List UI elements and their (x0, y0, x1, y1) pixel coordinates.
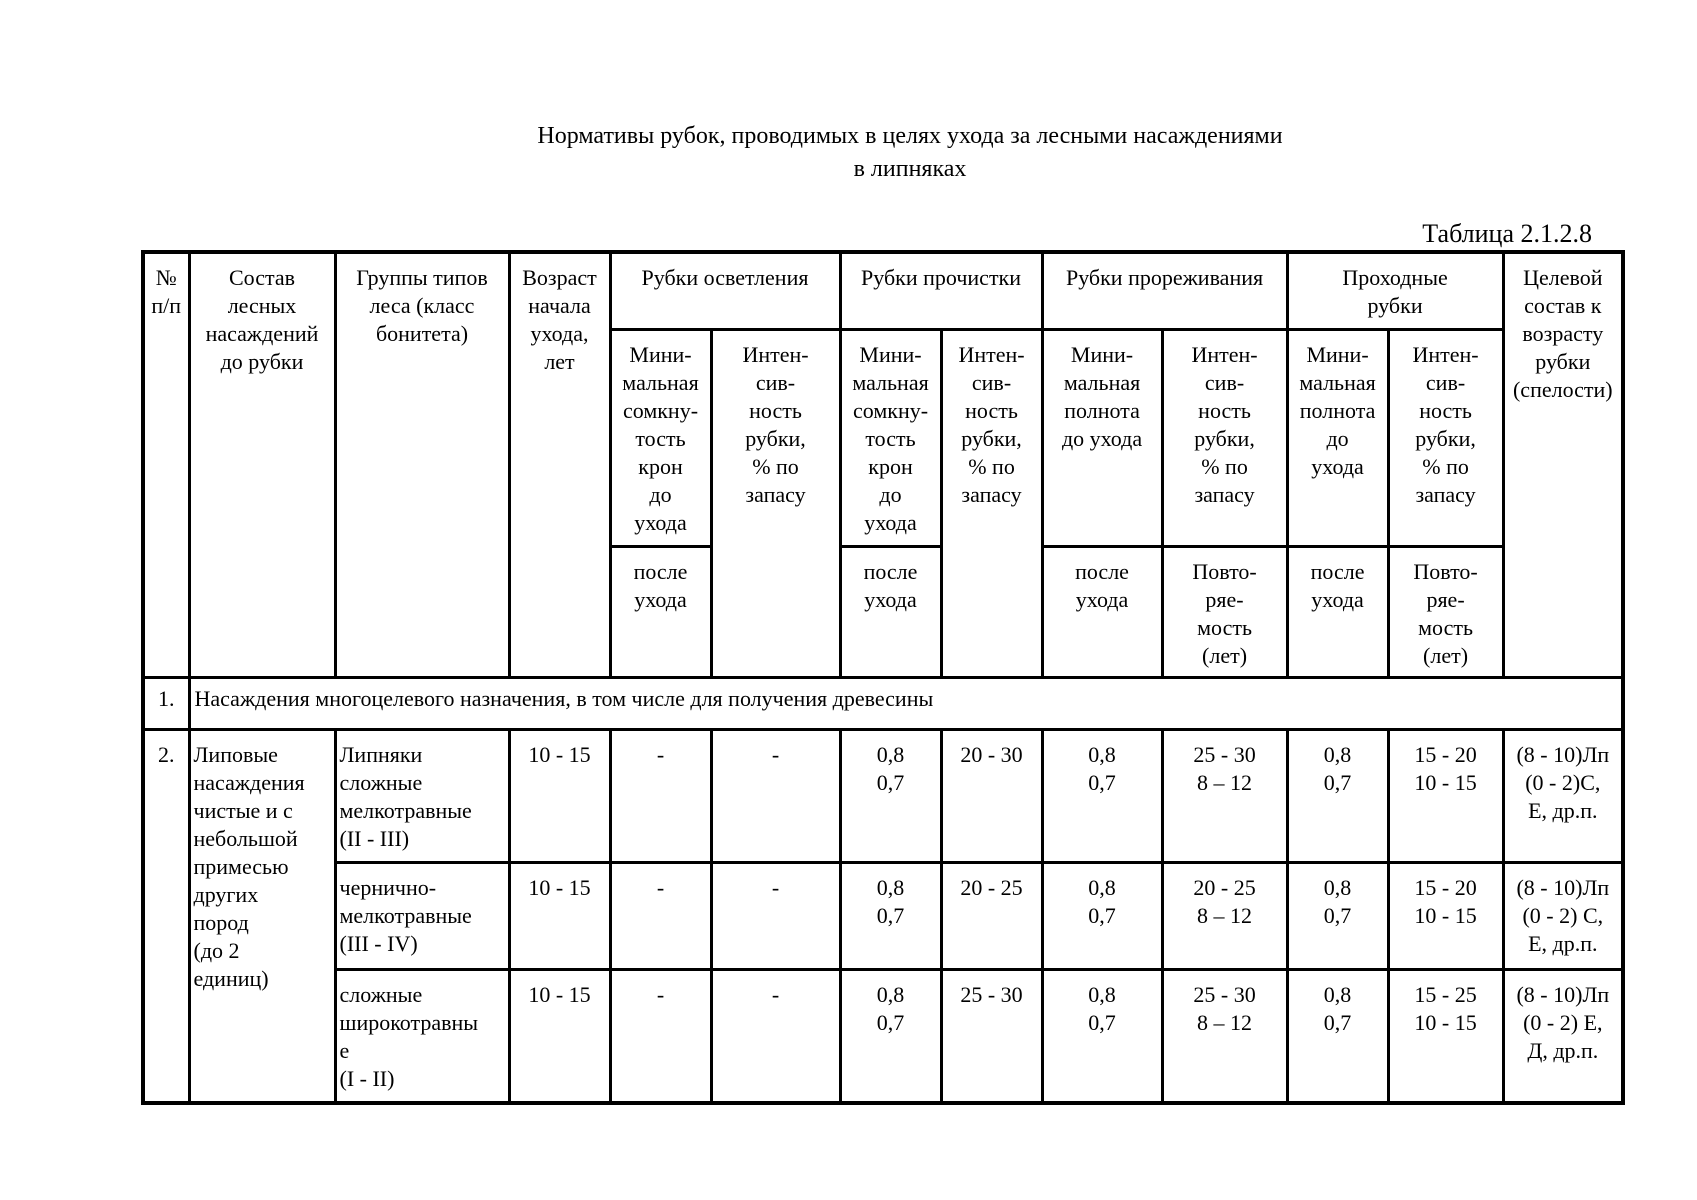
table-row (143, 730, 1623, 863)
header-forest-types: Группы типов леса (класс бонитета) (335, 252, 509, 678)
value-cell: 25 - 30 8 – 12 (1162, 730, 1287, 863)
start-age-cell: 10 - 15 (509, 863, 610, 970)
header-thinning-lighting: Рубки осветления (610, 252, 840, 330)
title-line-1: Нормативы рубок, проводимых в целях ухода за лесными насаждениями (537, 123, 1283, 149)
value-cell: - (610, 730, 711, 863)
value-cell: 20 - 30 (941, 730, 1042, 863)
header-composition: Состав лесных насаждений до рубки (189, 252, 335, 678)
table-number: Таблица 2.1.2.8 (1422, 219, 1592, 248)
start-age-cell: 10 - 15 (509, 970, 610, 1104)
value-cell: - (711, 970, 840, 1104)
value-cell: 15 - 20 10 - 15 (1388, 730, 1503, 863)
header-g4-after: после ухода (1287, 547, 1388, 678)
forest-type-cell: Липняки сложные мелкотравные (II - III) (335, 730, 509, 863)
header-passage-cutting: Проходные рубки (1287, 252, 1503, 330)
header-thinning: Рубки прореживания (1042, 252, 1287, 330)
forest-type-cell: сложные широкотравны е (I - II) (335, 970, 509, 1104)
norms-table (141, 250, 1625, 1105)
header-g3-intensity: Интен- сив- ность рубки, % по запасу (1162, 330, 1287, 547)
value-cell: 0,8 0,7 (840, 730, 941, 863)
value-cell: 25 - 30 8 – 12 (1162, 970, 1287, 1104)
value-cell: - (711, 730, 840, 863)
group-composition: Липовые насаждения чистые и с небольшой примесью других пород (до 2 единиц) (189, 730, 335, 1104)
value-cell: 0,8 0,7 (1287, 970, 1388, 1104)
value-cell: 0,8 0,7 (1287, 863, 1388, 970)
value-cell: 25 - 30 (941, 970, 1042, 1104)
value-cell: 0,8 0,7 (1042, 863, 1162, 970)
header-g2-intensity: Интен- сив- ность рубки, % по запасу (941, 330, 1042, 678)
target-cell: (8 - 10)Лп (0 - 2) С, Е, др.п. (1503, 863, 1623, 970)
section-num: 1. (143, 678, 189, 730)
header-g4-min-density: Мини- мальная полнота до ухода (1287, 330, 1388, 547)
start-age-cell: 10 - 15 (509, 730, 610, 863)
header-row-groups (143, 252, 1623, 330)
header-g4-repeat: Повто- ряе- мость (лет) (1388, 547, 1503, 678)
document-title (200, 120, 1620, 186)
section-title: Насаждения многоцелевого назначения, в том числе для получения древесины (189, 678, 1623, 730)
value-cell: 15 - 25 10 - 15 (1388, 970, 1503, 1104)
table-row (143, 970, 1623, 1104)
value-cell: 0,8 0,7 (840, 863, 941, 970)
value-cell: - (610, 970, 711, 1104)
table-row (143, 863, 1623, 970)
header-g1-min-closure: Мини- мальная сомкну- тость крон до ухода (610, 330, 711, 547)
target-cell: (8 - 10)Лп (0 - 2)С, Е, др.п. (1503, 730, 1623, 863)
header-start-age: Возраст начала ухода, лет (509, 252, 610, 678)
value-cell: 20 - 25 (941, 863, 1042, 970)
value-cell: 0,8 0,7 (840, 970, 941, 1104)
header-g3-min-density: Мини- мальная полнота до ухода (1042, 330, 1162, 547)
section-row (143, 678, 1623, 730)
value-cell: - (711, 863, 840, 970)
group-num: 2. (143, 730, 189, 1104)
header-target-composition: Целевой состав к возрасту рубки (спелости) (1503, 252, 1623, 678)
header-g1-after: после ухода (610, 547, 711, 678)
value-cell: 15 - 20 10 - 15 (1388, 863, 1503, 970)
header-g3-after: после ухода (1042, 547, 1162, 678)
title-line-2: в липняках (853, 156, 967, 182)
header-g1-intensity: Интен- сив- ность рубки, % по запасу (711, 330, 840, 678)
value-cell: 0,8 0,7 (1042, 970, 1162, 1104)
value-cell: 0,8 0,7 (1287, 730, 1388, 863)
header-cleaning: Рубки прочистки (840, 252, 1042, 330)
value-cell: - (610, 863, 711, 970)
value-cell: 20 - 25 8 – 12 (1162, 863, 1287, 970)
target-cell: (8 - 10)Лп (0 - 2) Е, Д, др.п. (1503, 970, 1623, 1104)
header-num: № п/п (143, 252, 189, 678)
value-cell: 0,8 0,7 (1042, 730, 1162, 863)
header-g4-intensity: Интен- сив- ность рубки, % по запасу (1388, 330, 1503, 547)
forest-type-cell: чернично- мелкотравные (III - IV) (335, 863, 509, 970)
header-g2-min-closure: Мини- мальная сомкну- тость крон до ухода (840, 330, 941, 547)
header-g3-repeat: Повто- ряе- мость (лет) (1162, 547, 1287, 678)
header-g2-after: после ухода (840, 547, 941, 678)
